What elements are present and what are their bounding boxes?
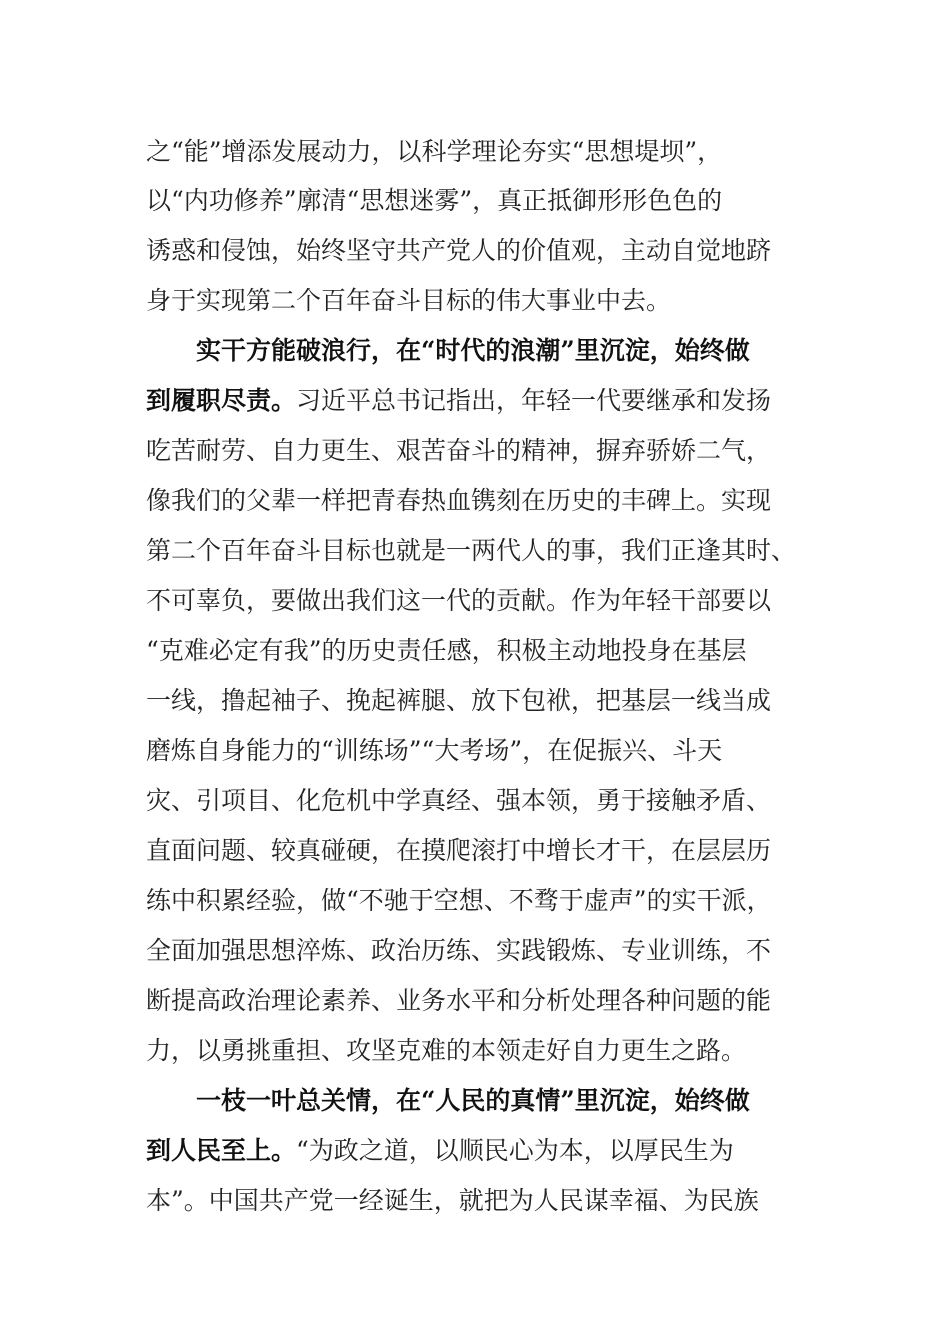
text-line: 断提高政治理论素养、业务水平和分析处理各种问题的能 — [146, 986, 772, 1015]
section-heading: 一枝一叶总关情，在“人民的真情”里沉淀，始终做 — [196, 1086, 750, 1115]
text-line: 身于实现第二个百年奋斗目标的伟大事业中去。 — [146, 286, 672, 315]
text-line: 诱惑和侵蚀，始终坚守共产党人的价值观，主动自觉地跻 — [146, 236, 772, 265]
text-line: 吃苦耐劳、自力更生、艰苦奋斗的精神，摒弃骄娇二气， — [146, 436, 772, 465]
text-line: 灾、引项目、化危机中学真经、强本领，勇于接触矛盾、 — [146, 786, 772, 815]
text-line: 直面问题、较真碰硬，在摸爬滚打中增长才干，在层层历 — [146, 836, 772, 865]
text-line: 之“能”增添发展动力，以科学理论夯实“思想堤坝”， — [146, 137, 723, 166]
text-line: 不可辜负，要做出我们这一代的贡献。作为年轻干部要以 — [146, 586, 772, 615]
section-heading-end: 到人民至上。 — [146, 1136, 297, 1165]
text-span: 习近平总书记指出，年轻一代要继承和发扬 — [296, 386, 772, 415]
text-line — [146, 386, 771, 416]
text-line: 力，以勇挑重担、攻坚克难的本领走好自力更生之路。 — [146, 1036, 747, 1065]
text-line: 全面加强思想淬炼、政治历练、实践锻炼、专业训练，不 — [146, 936, 772, 965]
section-heading-end: 到履职尽责。 — [146, 386, 297, 415]
text-line: 磨炼自身能力的“训练场”“大考场”，在促振兴、斗天 — [146, 736, 723, 765]
text-line: 本”。中国共产党一经诞生，就把为人民谋幸福、为民族 — [146, 1186, 759, 1215]
text-line: 第二个百年奋斗目标也就是一两代人的事，我们正逢其时、 — [146, 536, 797, 565]
text-line: 像我们的父辈一样把青春热血镌刻在历史的丰碑上。实现 — [146, 486, 772, 515]
text-line: 以“内功修养”廓清“思想迷雾”，真正抵御形形色色的 — [146, 186, 723, 215]
text-line: 一线，撸起袖子、挽起裤腿、放下包袱，把基层一线当成 — [146, 686, 772, 715]
text-line: “克难必定有我”的历史责任感，积极主动地投身在基层 — [146, 636, 747, 665]
text-line — [146, 1136, 734, 1166]
text-span: “为政之道，以顺民心为本，以厚民生为 — [296, 1136, 734, 1165]
text-line: 练中积累经验，做“不驰于空想、不骛于虚声”的实干派， — [146, 886, 772, 915]
section-heading: 实干方能破浪行，在“时代的浪潮”里沉淀，始终做 — [196, 336, 750, 365]
